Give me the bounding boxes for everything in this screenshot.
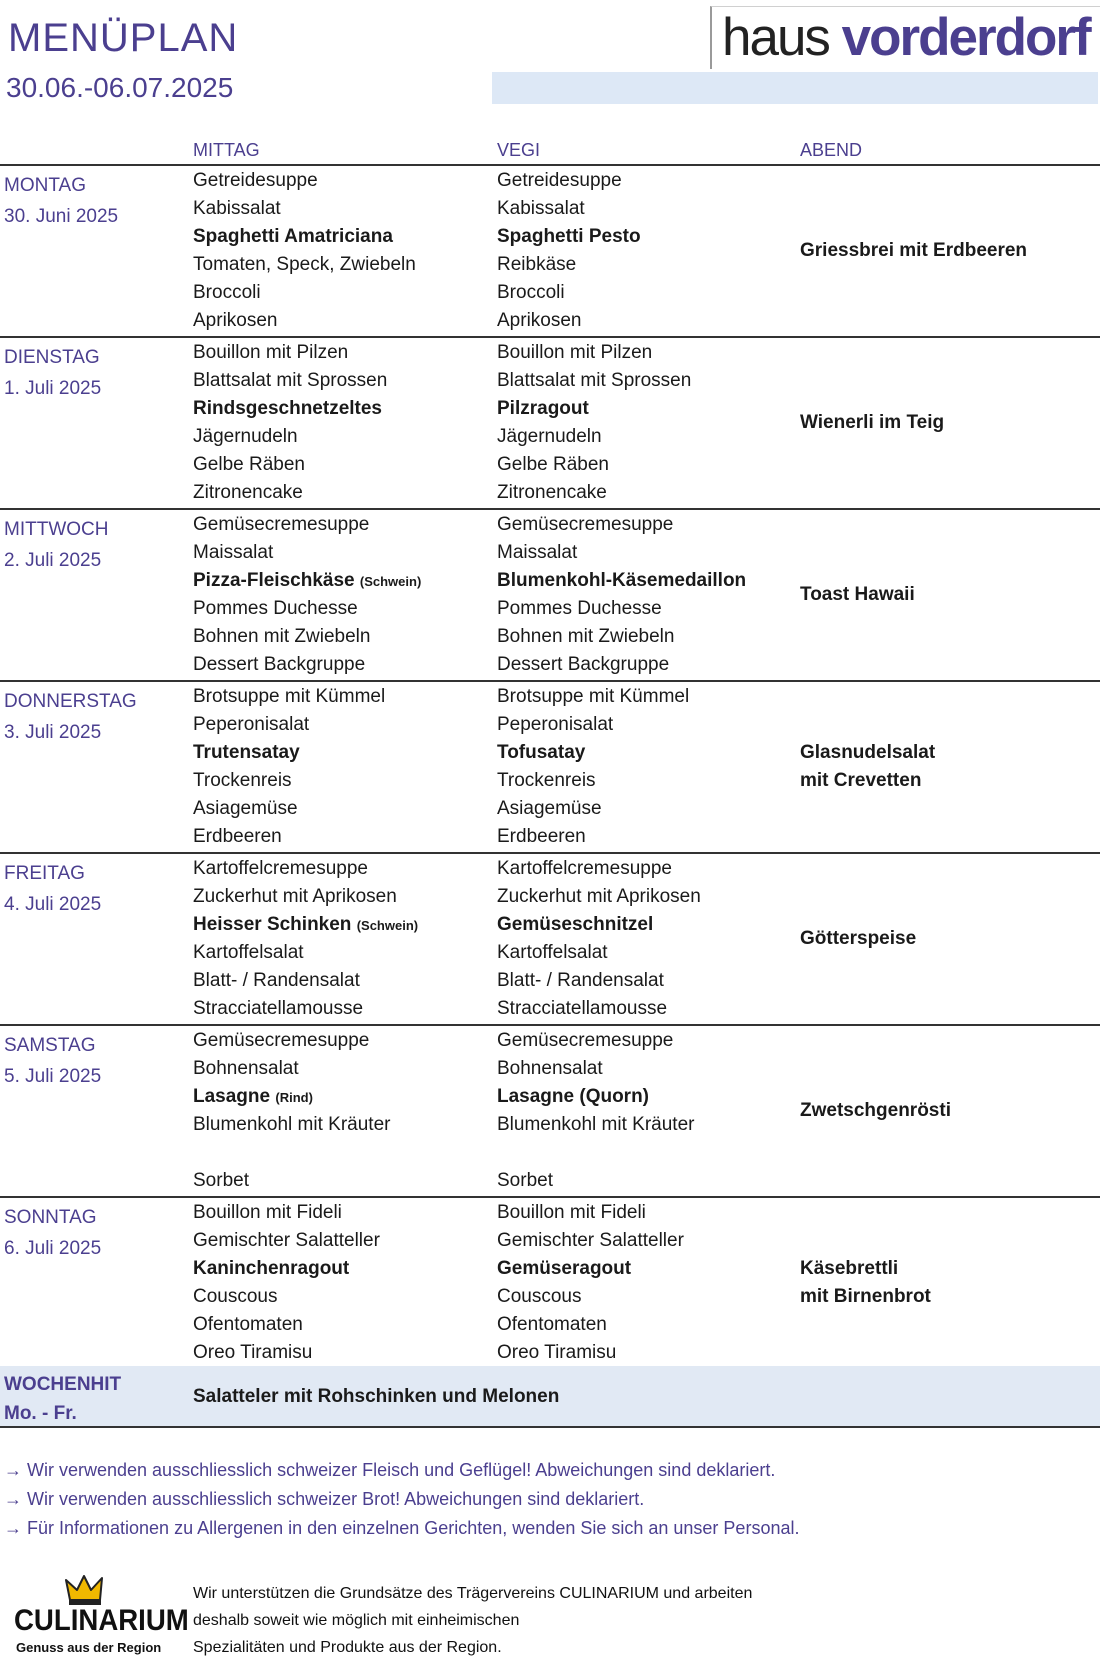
vegi-dish: Bouillon mit Fideli: [497, 1202, 646, 1223]
mittag-dish: [193, 1258, 349, 1280]
vegi-dish: Tofusatay: [497, 742, 586, 763]
abend-dish: Wienerli im Teig: [800, 412, 945, 433]
culinarium-statement: [193, 1580, 752, 1661]
wochenhit-days: Mo. - Fr.: [4, 1403, 77, 1424]
vegi-dish: Gemischter Salatteller: [497, 1230, 684, 1251]
abend-dish: mit Crevetten: [800, 770, 922, 791]
vegi-dish: Bohnen mit Zwiebeln: [497, 626, 675, 647]
mittag-dish: [193, 942, 304, 964]
mittag-dish: [193, 1342, 312, 1364]
day-name: FREITAG: [4, 863, 85, 884]
day-date: 1. Juli 2025: [4, 378, 102, 399]
vegi-dish: Gelbe Räben: [497, 454, 609, 475]
meat-note: (Schwein): [359, 574, 422, 589]
vegi-dish: Getreidesuppe: [497, 170, 622, 191]
vegi-dish: Peperonisalat: [497, 714, 614, 735]
mittag-dish: [193, 826, 282, 848]
vegi-dish: Kabissalat: [497, 198, 585, 219]
mittag-dish: [193, 1086, 313, 1108]
dish-text: Bouillon mit Fideli: [193, 1202, 342, 1223]
mittag-dish: [193, 686, 385, 708]
day-date: 2. Juli 2025: [4, 550, 102, 571]
notes-list: [4, 1456, 799, 1543]
dish-text: Kartoffelsalat: [193, 942, 304, 963]
dish-text: Brotsuppe mit Kümmel: [193, 686, 386, 707]
note-meat: → Wir verwenden ausschliesslich schweizer Fleisch und Geflügel! Abweichungen sind deklariert.: [4, 1460, 776, 1480]
day-row: [0, 1196, 1100, 1368]
vegi-dish: Aprikosen: [497, 310, 582, 331]
abend-dish: Käsebrettli: [800, 1258, 899, 1279]
day-date: 5. Juli 2025: [4, 1066, 102, 1087]
vegi-dish: Zitronencake: [497, 482, 607, 503]
vegi-dish: Gemüsecremesuppe: [497, 514, 674, 535]
dish-text: Couscous: [193, 1286, 278, 1307]
dish-text: Maissalat: [193, 542, 274, 563]
vegi-dish: Oreo Tiramisu: [497, 1342, 617, 1363]
culinarium-logo: [14, 1570, 189, 1655]
wochenhit-dish: Salatteler mit Rohschinken und Melonen: [193, 1386, 560, 1407]
logo-text-vorderdorf: vorderdorf: [841, 8, 1090, 67]
day-date: 6. Juli 2025: [4, 1238, 102, 1259]
abend-dish: Toast Hawaii: [800, 584, 915, 605]
vegi-dish: Jägernudeln: [497, 426, 602, 447]
mittag-dish: [193, 1170, 249, 1192]
culinarium-tagline: Genuss aus der Region: [16, 1640, 162, 1655]
vegi-dish: Bohnensalat: [497, 1058, 603, 1079]
vegi-dish: Couscous: [497, 1286, 582, 1307]
day-row: [0, 680, 1100, 852]
column-header-vegi: VEGI: [497, 140, 541, 160]
dish-text: Ofentomaten: [193, 1314, 303, 1335]
dish-text: Zitronencake: [193, 482, 303, 503]
mittag-dish: [193, 714, 309, 736]
day-name: SONNTAG: [4, 1207, 97, 1228]
mittag-dish: [193, 370, 387, 392]
mittag-dish: [193, 914, 418, 936]
note-allergens: → Für Informationen zu Allergenen in den einzelnen Gerichten, wenden Sie sich an unser Personal.: [4, 1518, 800, 1538]
dish-text: Gemischter Salatteller: [193, 1230, 380, 1251]
dish-text: Gelbe Räben: [193, 454, 305, 475]
table-bottom-rule: [0, 1426, 1100, 1428]
vegi-dish: Asiagemüse: [497, 798, 602, 819]
date-range: 30.06.-06.07.2025: [6, 72, 234, 103]
dish-text: Blattsalat mit Sprossen: [193, 370, 388, 391]
vegi-dish: Spaghetti Pesto: [497, 226, 641, 247]
dish-text: Broccoli: [193, 282, 261, 303]
day-date: 4. Juli 2025: [4, 894, 102, 915]
haus-vorderdorf-logo: [722, 8, 1090, 68]
vegi-dish: Blumenkohl-Käsemedaillon: [497, 570, 747, 591]
mittag-dish: [193, 482, 303, 504]
dish-text: Gemüsecremesuppe: [193, 514, 370, 535]
mittag-dish: [193, 598, 358, 620]
statement-line: Spezialitäten und Produkte aus der Region.: [193, 1639, 502, 1656]
mittag-dish: [193, 170, 318, 192]
column-header-abend: ABEND: [800, 140, 863, 160]
mittag-dish: [193, 798, 298, 820]
mittag-dish: [193, 970, 360, 992]
dish-text: Dessert Backgruppe: [193, 654, 366, 675]
day-row: [0, 852, 1100, 1024]
vegi-dish: Broccoli: [497, 282, 565, 303]
mittag-dish: [193, 542, 273, 564]
dish-text: Blatt- / Randensalat: [193, 970, 360, 991]
day-name: MITTWOCH: [4, 519, 109, 540]
mittag-dish: [193, 1230, 380, 1252]
vegi-dish: Dessert Backgruppe: [497, 654, 670, 675]
mittag-dish: [193, 770, 292, 792]
column-header-mittag: MITTAG: [193, 140, 260, 160]
abend-dish: Zwetschgenrösti: [800, 1100, 951, 1121]
dish-text: Bohnensalat: [193, 1058, 299, 1079]
mittag-dish: [193, 1314, 303, 1336]
mittag-dish: [193, 1030, 369, 1052]
mittag-dish: [193, 858, 368, 880]
day-name: SAMSTAG: [4, 1035, 96, 1056]
mittag-dish: [193, 342, 348, 364]
dish-text: Oreo Tiramisu: [193, 1342, 313, 1363]
mittag-dish: [193, 398, 382, 420]
logo-text-haus: haus: [722, 8, 842, 67]
dish-text: Gemüsecremesuppe: [193, 1030, 370, 1051]
page-title: MENÜPLAN: [8, 16, 239, 60]
mittag-dish: [193, 886, 397, 908]
dish-text: Kaninchenragout: [193, 1258, 350, 1279]
mittag-dish: [193, 742, 300, 764]
wochenhit-label: WOCHENHIT: [4, 1374, 122, 1395]
dish-text: Kabissalat: [193, 198, 281, 219]
day-name: DONNERSTAG: [4, 691, 137, 712]
dish-text: Aprikosen: [193, 310, 278, 331]
vegi-dish: Gemüseschnitzel: [497, 914, 654, 935]
mittag-dish: [193, 198, 281, 220]
day-name: DIENSTAG: [4, 347, 100, 368]
dish-text: Pommes Duchesse: [193, 598, 358, 619]
dish-text: Zuckerhut mit Aprikosen: [193, 886, 397, 907]
mittag-dish: [193, 454, 305, 476]
vegi-dish: Kartoffelcremesuppe: [497, 858, 672, 879]
dish-text: Lasagne: [193, 1086, 271, 1107]
mittag-dish: [193, 514, 369, 536]
vegi-dish: Ofentomaten: [497, 1314, 607, 1335]
vegi-dish: Erdbeeren: [497, 826, 586, 847]
mittag-dish: [193, 626, 370, 648]
meat-note: (Schwein): [356, 918, 419, 933]
dish-text: Bohnen mit Zwiebeln: [193, 626, 371, 647]
vegi-dish: Stracciatellamousse: [497, 998, 668, 1019]
vegi-dish: Pilzragout: [497, 398, 589, 419]
vegi-dish: Lasagne (Quorn): [497, 1086, 650, 1107]
dish-text: Kartoffelcremesuppe: [193, 858, 368, 879]
note-bread: → Wir verwenden ausschliesslich schweizer Brot! Abweichungen sind deklariert.: [4, 1489, 645, 1509]
abend-dish: Glasnudelsalat: [800, 742, 936, 763]
vegi-dish: Gemüseragout: [497, 1258, 632, 1279]
dish-text: Erdbeeren: [193, 826, 282, 847]
dish-text: Tomaten, Speck, Zwiebeln: [193, 254, 416, 275]
dish-text: Stracciatellamousse: [193, 998, 364, 1019]
dish-text: Sorbet: [193, 1170, 249, 1191]
vegi-dish: Brotsuppe mit Kümmel: [497, 686, 690, 707]
statement-line: deshalb soweit wie möglich mit einheimischen: [193, 1612, 520, 1629]
vegi-dish: Trockenreis: [497, 770, 596, 791]
dish-text: Spaghetti Amatriciana: [193, 226, 393, 247]
vegi-dish: Gemüsecremesuppe: [497, 1030, 674, 1051]
vegi-dish: Blatt- / Randensalat: [497, 970, 664, 991]
mittag-dish: [193, 1058, 299, 1080]
mittag-dish: [193, 254, 416, 276]
day-row: [0, 1024, 1100, 1196]
dish-text: Blumenkohl mit Kräuter: [193, 1114, 391, 1135]
dish-text: Bouillon mit Pilzen: [193, 342, 349, 363]
vegi-dish: Zuckerhut mit Aprikosen: [497, 886, 701, 907]
vegi-dish: Blattsalat mit Sprossen: [497, 370, 692, 391]
day-row: [0, 508, 1100, 680]
mittag-dish: [193, 654, 365, 676]
vegi-dish: Maissalat: [497, 542, 578, 563]
vegi-dish: Bouillon mit Pilzen: [497, 342, 653, 363]
vegi-dish: Pommes Duchesse: [497, 598, 662, 619]
day-date: 3. Juli 2025: [4, 722, 102, 743]
dish-text: Pizza-Fleischkäse: [193, 570, 355, 591]
day-date: 30. Juni 2025: [4, 206, 119, 227]
vegi-dish: Sorbet: [497, 1170, 553, 1191]
abend-dish: Griessbrei mit Erdbeeren: [800, 240, 1028, 261]
day-name: MONTAG: [4, 175, 86, 196]
vegi-dish: Reibkäse: [497, 254, 577, 275]
dish-text: Peperonisalat: [193, 714, 310, 735]
day-row: [0, 164, 1100, 336]
abend-dish: mit Birnenbrot: [800, 1286, 931, 1307]
dish-text: Heisser Schinken: [193, 914, 352, 935]
dish-text: Trutensatay: [193, 742, 300, 763]
mittag-dish: [193, 1202, 342, 1224]
mittag-dish: [193, 226, 393, 248]
mittag-dish: [193, 426, 298, 448]
dish-text: Trockenreis: [193, 770, 292, 791]
mittag-dish: [193, 1114, 390, 1136]
mittag-dish: [193, 310, 278, 332]
mittag-dish: [193, 570, 421, 592]
mittag-dish: [193, 1286, 278, 1308]
vegi-dish: Blumenkohl mit Kräuter: [497, 1114, 695, 1135]
mittag-dish: [193, 282, 261, 304]
mittag-dish: [193, 998, 363, 1020]
meat-note: (Rind): [275, 1090, 313, 1105]
vegi-dish: Kartoffelsalat: [497, 942, 608, 963]
header-accent-bar: [492, 72, 1098, 104]
dish-text: Asiagemüse: [193, 798, 298, 819]
culinarium-wordmark: CULINARIUM: [14, 1604, 189, 1637]
wochenhit-row: [0, 1366, 1100, 1426]
statement-line: Wir unterstützen die Grundsätze des Trägervereins CULINARIUM und arbeiten: [193, 1585, 753, 1602]
dish-text: Rindsgeschnetzeltes: [193, 398, 382, 419]
dish-text: Getreidesuppe: [193, 170, 318, 191]
abend-dish: Götterspeise: [800, 928, 917, 949]
dish-text: Jägernudeln: [193, 426, 298, 447]
day-row: [0, 336, 1100, 508]
